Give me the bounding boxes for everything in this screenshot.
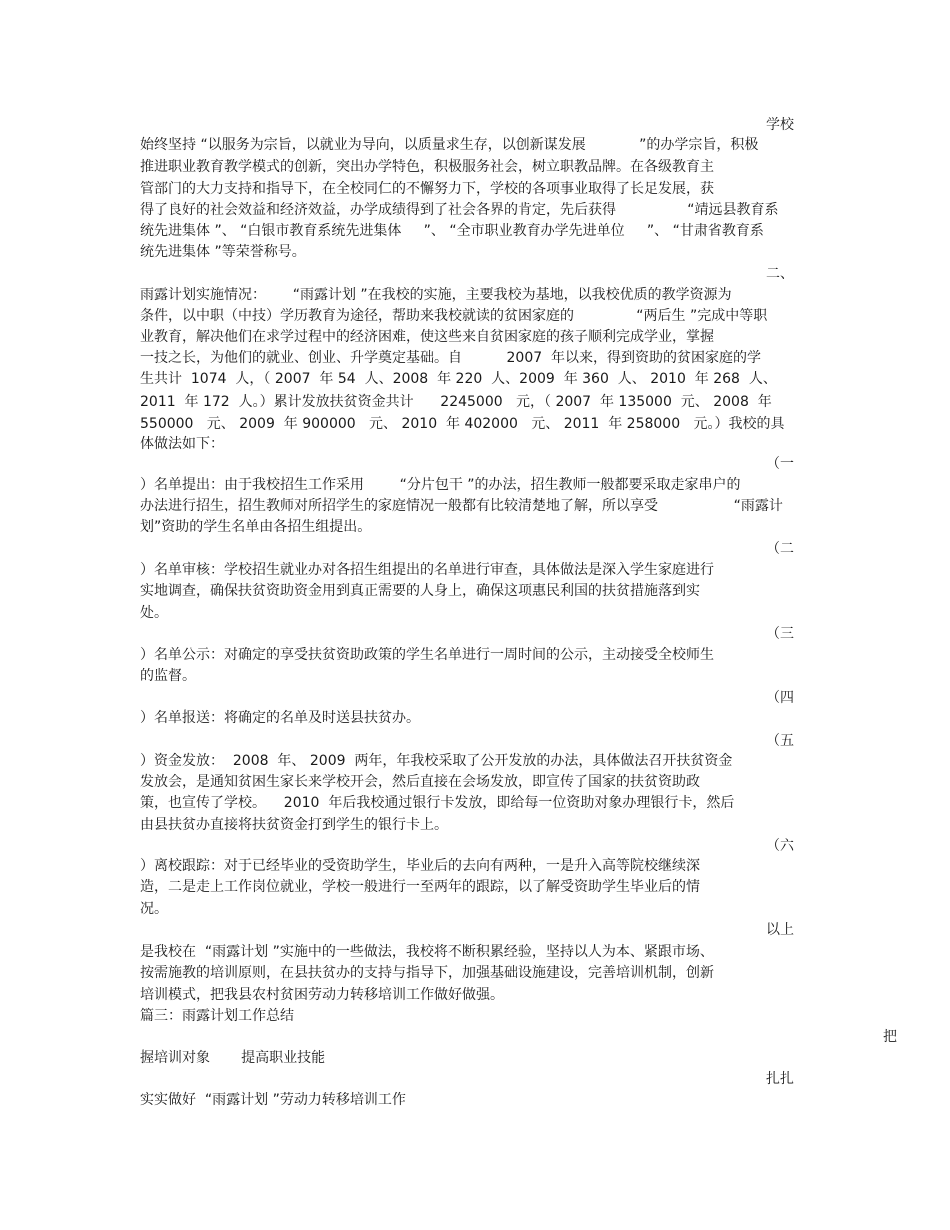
section2-line: 条件，以中职（中技）学历教育为途径，帮助来我校就读的贫困家庭的 “两后生 ”完成中等职 <box>140 308 768 324</box>
item-line: 由县扶贫办直接将扶贫资金打到学生的银行卡上。 <box>140 817 448 833</box>
item-line: 实地调查，确保扶贫资助资金用到真正需要的人身上，确保这项惠民利国的扶贫措施落到实 <box>140 583 700 599</box>
item-number: （六 <box>766 838 794 854</box>
item-line: 划”资助的学生名单由各招生组提出。 <box>140 519 372 535</box>
closing-lead: 以上 <box>766 922 794 938</box>
section2-line: 雨露计划实施情况： “雨露计划 ”在我校的实施，主要我校为基地，以我校优质的教学资源为 <box>140 287 732 303</box>
item-line: 况。 <box>140 901 168 917</box>
section1-line: 推进职业教育教学模式的创新，突出办学特色，积极服务社会，树立职教品牌。在各级教育主 <box>140 159 714 175</box>
part3-subtitle: 实实做好 “雨露计划 ”劳动力转移培训工作 <box>140 1092 406 1108</box>
item-line: 的监督。 <box>140 668 196 684</box>
part3-subtitle: 握培训对象 提高职业技能 <box>140 1050 326 1066</box>
item-line: ）名单提出：由于我校招生工作采用 “分片包干 ”的办法，招生教师一般都要采取走家串户的 <box>140 477 741 493</box>
section2-line: 一技之长，为他们的就业、创业、升学奠定基础。自 2007 年以来，得到资助的贫困家庭的学 <box>140 350 762 366</box>
section2-line: 业教育，解决他们在求学过程中的经济困难，使这些来自贫困家庭的孩子顺利完成学业，掌握 <box>140 329 714 345</box>
section1-line: 统先进集体 ”等荣誉称号。 <box>140 244 306 260</box>
item-number: （三 <box>766 626 794 642</box>
item-line: 策，也宣传了学校。 2010 年后我校通过银行卡发放，即给每一位资助对象办理银行卡，然后 <box>140 795 735 811</box>
part3-lead: 把 <box>883 1029 897 1045</box>
item-line: 办法进行招生，招生教师对所招学生的家庭情况一般都有比较清楚地了解，所以享受 “雨露计 <box>140 498 783 514</box>
item-line: ）名单公示：对确定的享受扶贫资助政策的学生名单进行一周时间的公示，主动接受全校师生 <box>140 647 714 663</box>
item-number: （五 <box>766 733 794 749</box>
closing-line: 是我校在 “雨露计划 ”实施中的一些做法，我校将不断积累经验，坚持以人为本、紧跟市场、 <box>140 944 714 960</box>
part3-heading: 篇三：雨露计划工作总结 <box>140 1008 294 1024</box>
section2-line: 体做法如下： <box>140 436 224 452</box>
section2-lead: 二、 <box>766 266 794 282</box>
closing-line: 培训模式，把我县农村贫困劳动力转移培训工作做好做强。 <box>140 987 504 1003</box>
section1-line: 管部门的大力支持和指导下，在全校同仁的不懈努力下，学校的各项事业取得了长足发展，获 <box>140 181 714 197</box>
item-number: （一 <box>766 456 794 472</box>
section2-line: 生共计 1074 人，（ 2007 年 54 人、2008 年 220 人、2009 年 360 人、 2010 年 268 人、 <box>140 371 777 387</box>
section1-line: 统先进集体 ”、 “白银市教育系统先进集体 ”、 “全市职业教育办学先进单位 ”、 “甘肃省教育系 <box>140 223 764 239</box>
item-number: （四 <box>766 690 794 706</box>
closing-line: 按需施教的培训原则，在县扶贫办的支持与指导下，加强基础设施建设，完善培训机制，创新 <box>140 965 714 981</box>
part3-lead: 扎扎 <box>766 1071 794 1087</box>
section2-line: 2011 年 172 人。）累计发放扶贫资金共计 2245000 元，（ 2007 年 135000 元、 2008 年 <box>140 394 772 410</box>
item-line: 发放会，是通知贫困生家长来学校开会，然后直接在会场发放，即宣传了国家的扶贫资助政 <box>140 774 700 790</box>
item-line: ）离校跟踪：对于已经毕业的受资助学生，毕业后的去向有两种，一是升入高等院校继续深 <box>140 858 700 874</box>
section1-line: 始终坚持 “以服务为宗旨，以就业为导向，以质量求生存，以创新谋发展 ”的办学宗旨，积极 <box>140 137 759 153</box>
section1-line: 得了良好的社会效益和经济效益，办学成绩得到了社会各界的肯定，先后获得 “靖远县教育系 <box>140 202 779 218</box>
item-number: （二 <box>766 541 794 557</box>
item-line: ）名单审核：学校招生就业办对各招生组提出的名单进行审查，具体做法是深入学生家庭进行 <box>140 562 714 578</box>
item-line: 造，二是走上工作岗位就业，学校一般进行一至两年的跟踪，以了解受资助学生毕业后的情 <box>140 879 700 895</box>
item-line: ）名单报送：将确定的名单及时送县扶贫办。 <box>140 710 420 726</box>
section1-lead: 学校 <box>766 117 794 133</box>
item-line: ）资金发放： 2008 年、 2009 两年，年我校采取了公开发放的办法，具体做法召开扶贫资金 <box>140 753 733 769</box>
section2-line: 550000 元、 2009 年 900000 元、 2010 年 402000 元、 2011 年 258000 元。）我校的具 <box>140 416 785 432</box>
item-line: 处。 <box>140 605 168 621</box>
